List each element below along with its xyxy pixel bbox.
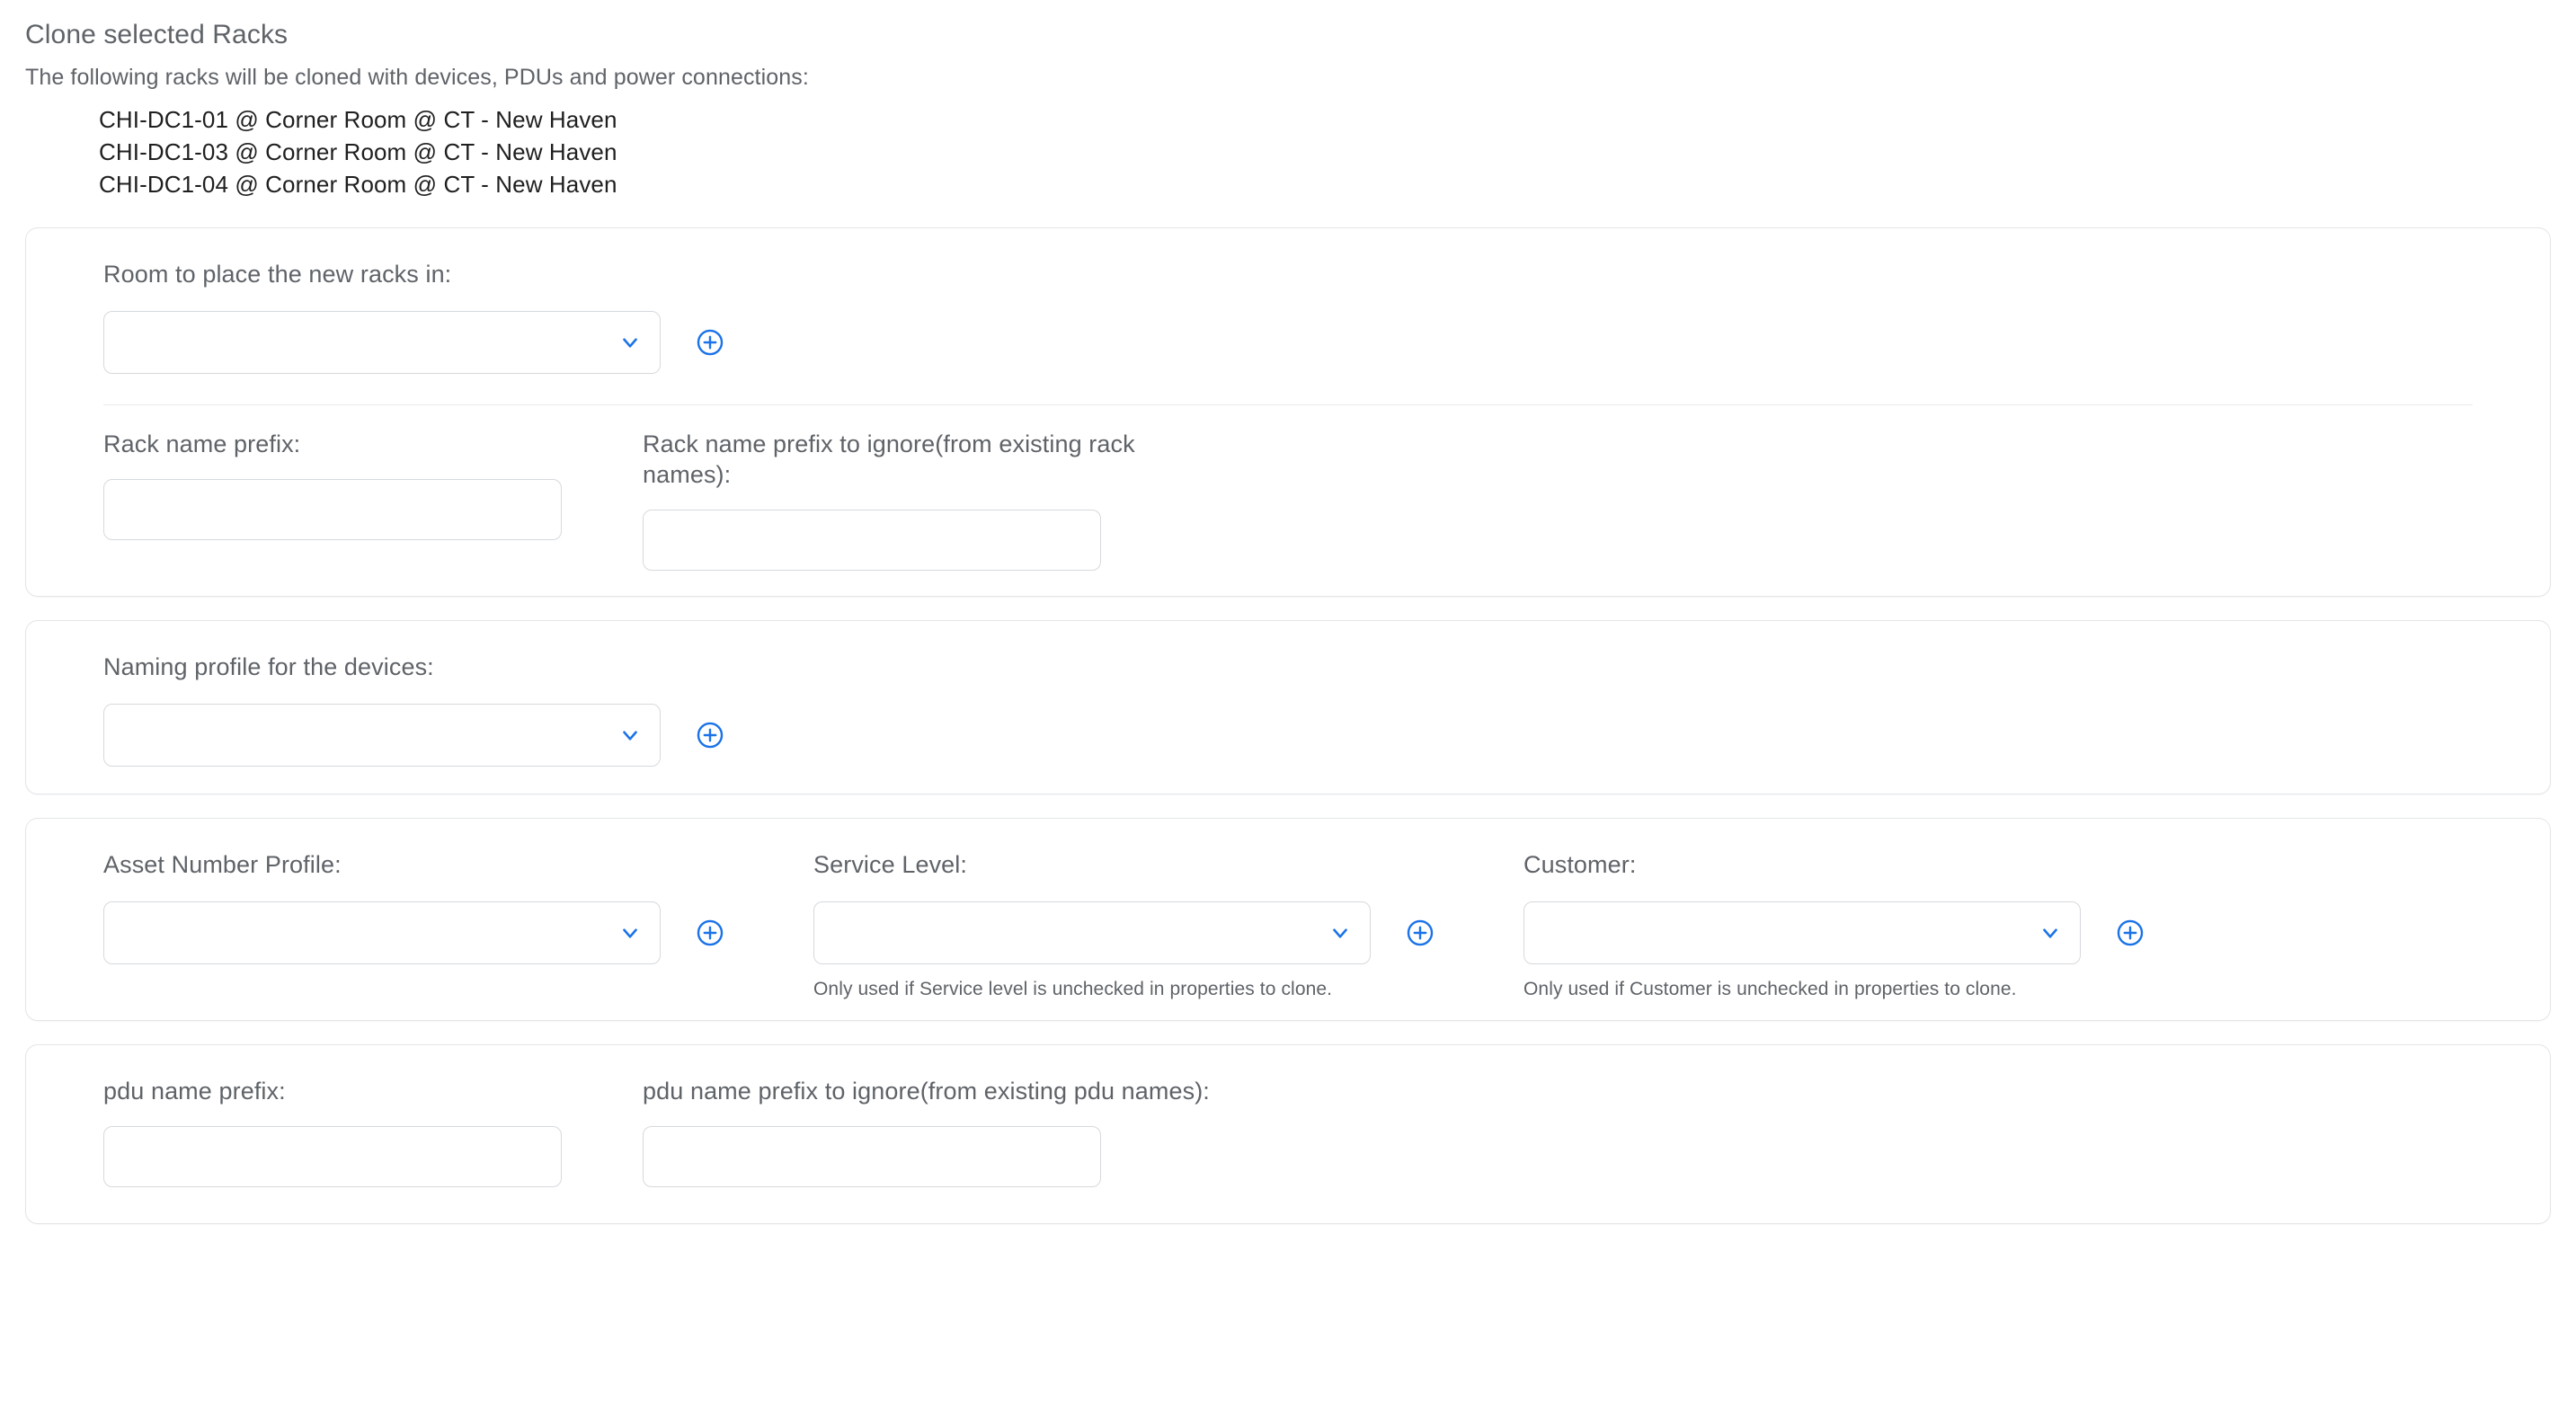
room-control-row (26, 311, 2550, 374)
pdu-prefix-ignore-label: pdu name prefix to ignore(from existing pdu names): (643, 1078, 1210, 1105)
pdu-prefix-ignore-input[interactable] (643, 1126, 1101, 1187)
naming-profile-control-row (26, 704, 2550, 767)
asset-number-profile-control-row (103, 901, 813, 964)
service-level-select[interactable] (813, 901, 1371, 964)
add-service-level-plus-circle-icon[interactable] (1405, 918, 1435, 948)
add-customer-plus-circle-icon[interactable] (2115, 918, 2145, 948)
pdu-prefix-input[interactable] (103, 1126, 562, 1187)
rack-prefix-ignore-label: Rack name prefix to ignore(from existing rack names): (643, 430, 1135, 488)
customer-label: Customer: (1523, 851, 1637, 878)
pdu-prefix-label: pdu name prefix: (103, 1078, 286, 1105)
customer-hint: Only used if Customer is unchecked in properties to clone. (1523, 979, 2017, 999)
selected-racks-list (0, 91, 2576, 200)
service-level-label: Service Level: (813, 851, 967, 878)
add-room-plus-circle-icon[interactable] (695, 327, 725, 358)
add-asset-number-profile-plus-circle-icon[interactable] (695, 918, 725, 948)
rack-prefix-row (26, 429, 2550, 571)
customer-column (1523, 849, 2234, 1000)
pdu-prefix-column (103, 1076, 643, 1187)
rack-prefix-ignore-input[interactable] (643, 510, 1101, 571)
room-and-prefix-card (25, 227, 2551, 597)
service-level-control-row (813, 901, 1523, 964)
customer-select[interactable] (1523, 901, 2081, 964)
list-item: CHI-DC1-04 @ Corner Room @ CT - New Haven (99, 171, 617, 198)
room-select-wrap (103, 311, 661, 374)
pdu-prefix-ignore-column (643, 1076, 1218, 1187)
naming-profile-select[interactable] (103, 704, 661, 767)
three-column-grid (26, 849, 2550, 1000)
pdu-prefix-row (26, 1076, 2550, 1187)
customer-control-row (1523, 901, 2234, 964)
pdu-prefix-card (25, 1044, 2551, 1224)
asset-number-profile-select[interactable] (103, 901, 661, 964)
add-naming-profile-plus-circle-icon[interactable] (695, 720, 725, 750)
page-title: Clone selected Racks (25, 20, 289, 49)
service-level-hint: Only used if Service level is unchecked in properties to clone. (813, 979, 1333, 999)
list-item: CHI-DC1-01 @ Corner Room @ CT - New Haven (99, 106, 617, 133)
chevron-down-icon (1328, 921, 1352, 945)
page-subtitle: The following racks will be cloned with devices, PDUs and power connections: (25, 65, 809, 90)
naming-profile-card (25, 620, 2551, 794)
chevron-down-icon (2039, 921, 2062, 945)
rack-prefix-column (103, 429, 643, 571)
service-level-column (813, 849, 1523, 1000)
list-item: CHI-DC1-03 @ Corner Room @ CT - New Haven (99, 138, 617, 165)
room-label: Room to place the new racks in: (103, 261, 452, 288)
chevron-down-icon (618, 331, 642, 354)
chevron-down-icon (618, 921, 642, 945)
asset-number-profile-label: Asset Number Profile: (103, 851, 342, 878)
room-select[interactable] (103, 311, 661, 374)
chevron-down-icon (618, 723, 642, 747)
rack-prefix-label: Rack name prefix: (103, 430, 301, 457)
naming-profile-label: Naming profile for the devices: (103, 653, 434, 680)
rack-prefix-input[interactable] (103, 479, 562, 540)
asset-number-profile-column (103, 849, 813, 1000)
card-divider (103, 404, 2473, 405)
rack-prefix-ignore-column (643, 429, 1218, 571)
asset-service-customer-card (25, 818, 2551, 1021)
